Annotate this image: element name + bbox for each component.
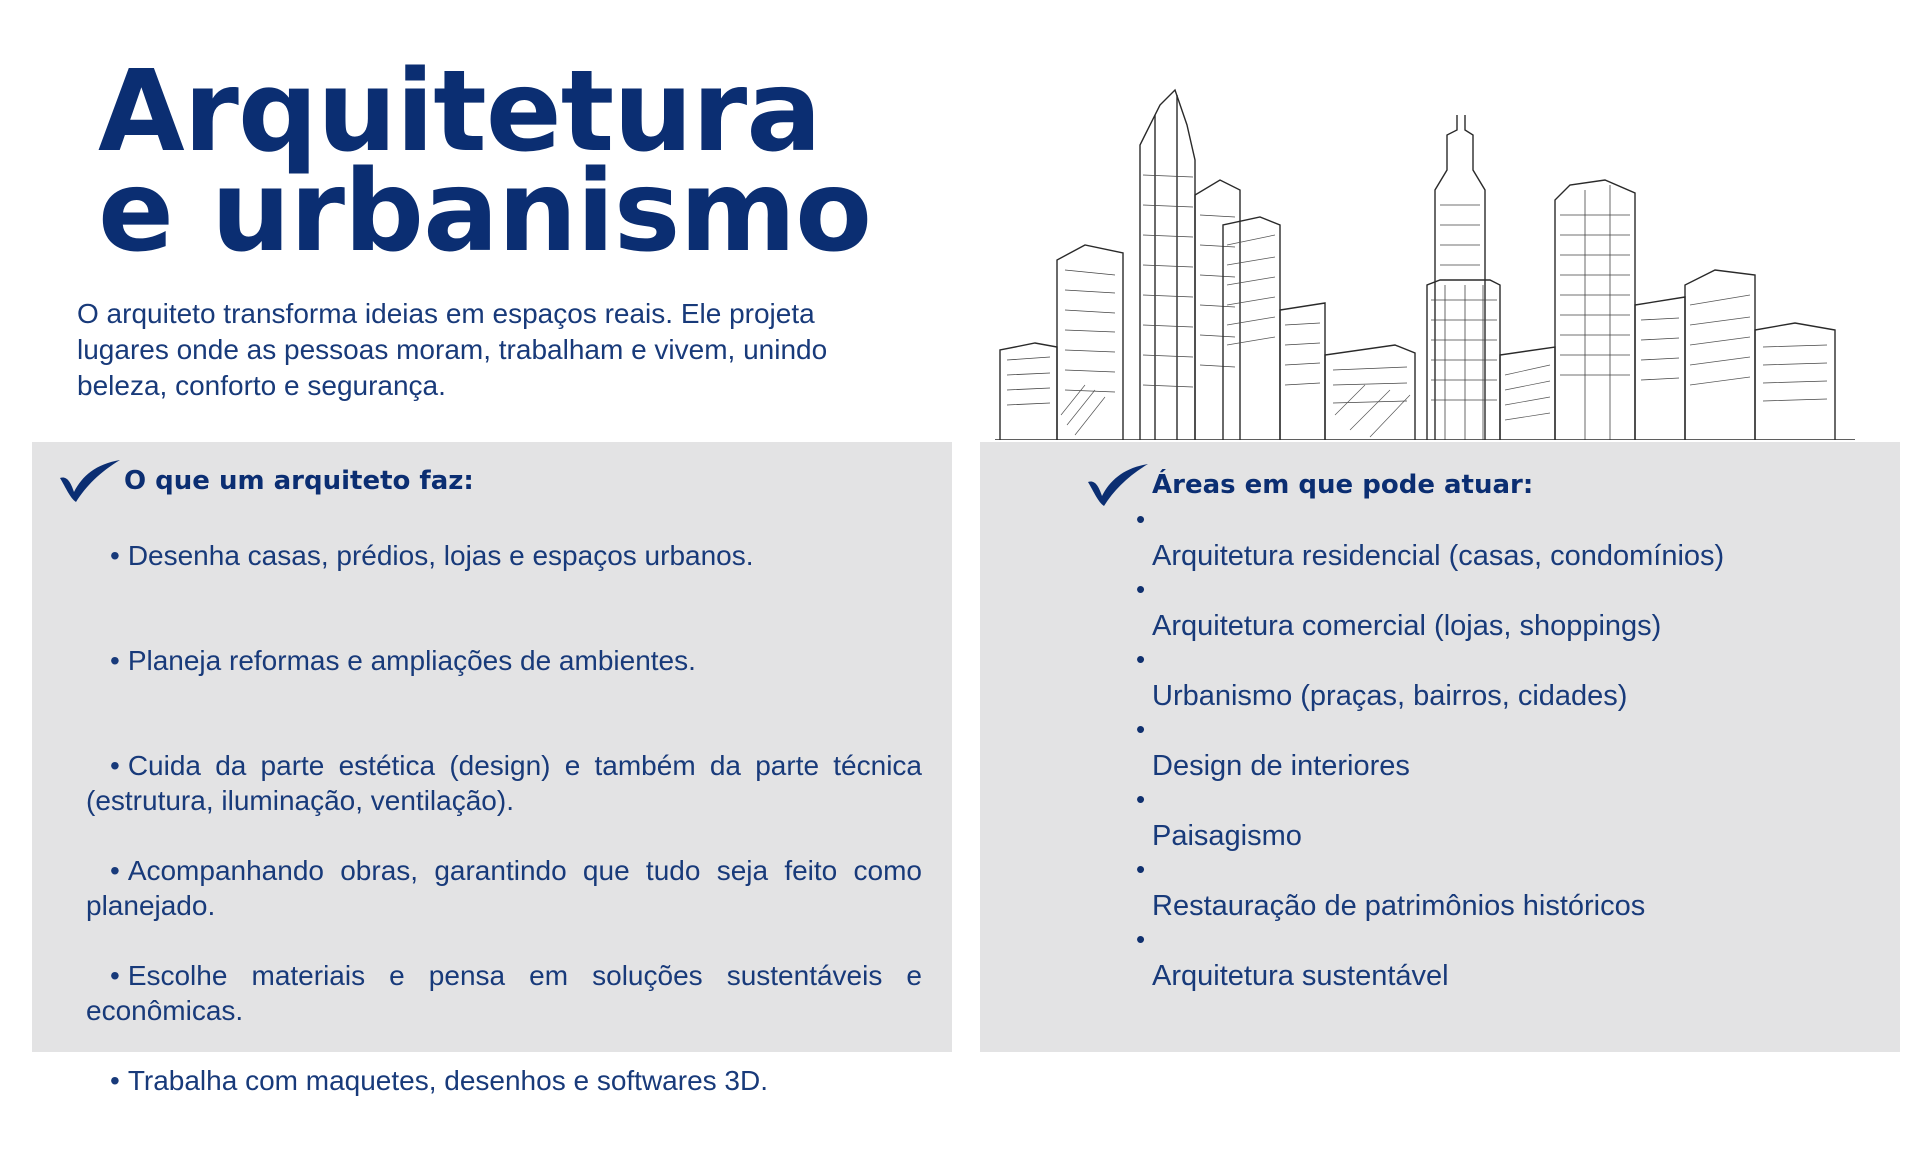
list-item — [86, 958, 922, 1063]
list-item-text: Arquitetura residencial (casas, condomínios) — [1152, 540, 1725, 572]
bullet: • — [110, 540, 120, 571]
city-skyline-sketch — [995, 85, 1855, 440]
title-line-1: Arquitetura — [98, 47, 821, 177]
activities-list — [86, 538, 922, 1168]
check-icon — [1084, 462, 1150, 508]
list-item-text: Cuida da parte estética (design) e também da parte técnica (estrutura, iluminação, ventilação). — [86, 750, 922, 816]
bullet: • — [110, 1065, 120, 1096]
bullet: • — [110, 855, 120, 886]
title-line-2: e urbanismo — [98, 147, 872, 277]
list-item — [1136, 784, 1872, 856]
list-item-text: Desenha casas, prédios, lojas e espaços urbanos. — [127, 540, 754, 571]
list-item-text: Restauração de patrimônios históricos — [1152, 890, 1646, 922]
list-item — [1136, 574, 1872, 646]
list-item — [1136, 504, 1872, 576]
bullet: • — [110, 750, 120, 781]
bullet: • — [110, 645, 120, 676]
left-panel-heading: O que um arquiteto faz: — [124, 466, 474, 496]
list-item-text: Escolhe materiais e pensa em soluções sustentáveis e econômicas. — [86, 960, 922, 1026]
right-panel-heading: Áreas em que pode atuar: — [1152, 470, 1534, 500]
bullet: • — [1136, 644, 1146, 674]
list-item-text: Trabalha com maquetes, desenhos e softwares 3D. — [127, 1065, 768, 1096]
list-item-text: Urbanismo (praças, bairros, cidades) — [1152, 680, 1628, 712]
list-item-text: Arquitetura comercial (lojas, shoppings) — [1152, 610, 1662, 642]
skyline-buildings — [995, 90, 1855, 440]
bullet: • — [1136, 714, 1146, 744]
list-item — [86, 538, 922, 643]
list-item — [1136, 924, 1872, 996]
list-item-text: Acompanhando obras, garantindo que tudo seja feito como planejado. — [86, 855, 922, 921]
bullet: • — [1136, 924, 1146, 954]
check-icon — [56, 458, 122, 504]
right-panel-heading-row — [1084, 462, 1533, 508]
bullet: • — [110, 960, 120, 991]
list-item-text: Design de interiores — [1152, 750, 1410, 782]
list-item — [1136, 644, 1872, 716]
right-panel — [980, 442, 1900, 1052]
left-panel — [32, 442, 952, 1096]
list-item — [86, 1063, 922, 1168]
list-item-text: Planeja reformas e ampliações de ambientes. — [127, 645, 696, 676]
left-panel-heading-row — [56, 458, 474, 504]
page-title — [98, 47, 872, 277]
list-item — [1136, 714, 1872, 786]
list-item — [1136, 854, 1872, 926]
list-item — [86, 643, 922, 748]
intro-text: O arquiteto transforma ideias em espaços reais. Ele projeta lugares onde as pessoas moram, trabalham e vivem, unindo beleza, conforto e segurança. — [77, 298, 828, 401]
bullet: • — [1136, 504, 1146, 534]
list-item — [86, 853, 922, 958]
areas-list — [1136, 504, 1872, 996]
list-item — [86, 748, 922, 853]
list-item-text: Paisagismo — [1152, 820, 1302, 852]
bullet: • — [1136, 574, 1146, 604]
bullet: • — [1136, 854, 1146, 884]
list-item-text: Arquitetura sustentável — [1152, 960, 1449, 992]
bullet: • — [1136, 784, 1146, 814]
